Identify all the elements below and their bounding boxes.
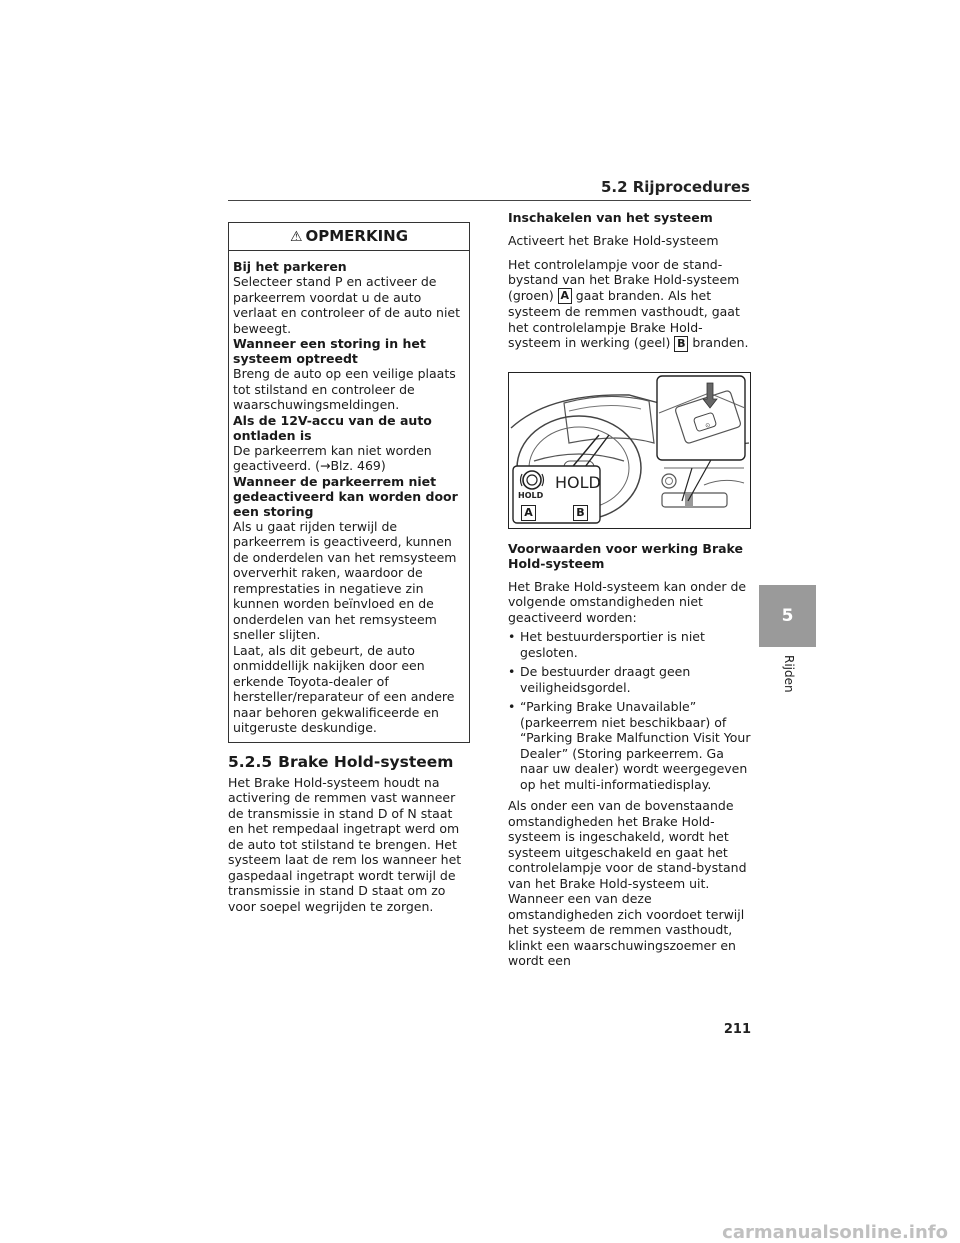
notice-text-brake-fault: Als u gaat rijden terwijl de parkeerrem is geactiveerd, kunnen de onderdelen van het remsysteem oververhit raken, waardoor de remprestaties in negatieve zin kunnen worden beïnvloed en de onderdelen van het remsysteem sneller slijten. [233,518,457,642]
list-item: • Het bestuurdersportier is niet gesloten. [508,629,751,660]
enable-heading: Inschakelen van het systeem [508,210,713,225]
figure-label-a: A [521,505,536,521]
list-item: • De bestuurder draagt geen veiligheidsgordel. [508,664,751,695]
conditions-intro: Het Brake Hold-systeem kan onder de volgende omstandigheden niet geactiveerd worden: [508,578,747,625]
notice-heading-malfunction: Wanneer een storing in het systeem optreedt [233,336,426,366]
indicator-text-2: gaat branden. Als het systeem de remmen vasthoudt, gaat het controlelampje Brake Hold-systeem in werking (geel) [508,287,740,350]
section-title: Brake Hold-systeem [278,752,454,771]
ref-b-badge: B [674,336,688,352]
chapter-tab: 5 [759,585,816,647]
section-number: 5.2.5 [228,752,273,771]
section-intro: Het Brake Hold-systeem houdt na activering de remmen vast wanneer de transmissie in stand D of N staat en het rempedaal ingetrapt werd om de auto tot stilstand te brengen. Het systeem laat de rem los wanneer het gaspedaal ingetrapt wordt terwijl de transmissie in stand D staat om zo voor soepel wegrijden te zorgen. [228,774,462,914]
notice-text-dealer: Laat, als dit gebeurt, de auto onmiddellijk nakijken door een erkende Toyota-dealer of hersteller/reparateur of een andere naar behoren gekwalificeerde en uitgeruste deskundige. [233,642,455,735]
hold-icon-label: HOLD [518,490,544,500]
conditions-list [508,629,751,792]
watermark: carmanualsonline.info [722,1222,948,1243]
notice-text-malfunction: Breng de auto op een veilige plaats tot stilstand en controleer de waarschuwingsmeldingen. [233,366,456,412]
dashboard-illustration [509,373,750,528]
left-column [228,222,470,914]
chapter-label: Rijden [782,655,796,693]
notice-box [228,222,470,743]
page-section-title: 5.2 Rijprocedures [600,178,750,196]
notice-heading-parking: Bij het parkeren [233,259,347,274]
closing-text: Als onder een van de bovenstaande omstandigheden het Brake Hold-systeem is ingeschakeld, wordt het systeem uitgeschakeld en gaat het controlelampje voor de stand-bystand van het Brake Hold-systeem uit. Wanneer een van deze omstandigheden zich voordoet terwijl het systeem de remmen vasthoudt, klinkt een waarschuwingszoemer en wordt een [508,798,747,968]
indicator-text-3: branden. [692,335,749,350]
page-number: 211 [723,1022,751,1037]
ref-a-badge: A [558,288,572,304]
enable-text: Activeert het Brake Hold-systeem [508,233,719,248]
notice-text-battery: De parkeerrem kan niet worden geactiveerd. (→Blz. 469) [233,442,432,473]
figure-label-b: B [573,505,588,521]
notice-header [229,223,469,251]
brake-hold-figure [508,372,751,529]
header-divider [228,200,751,201]
notice-text-parking: Selecteer stand P en activeer de parkeerrem voordat u de auto verlaat en controleer of de auto niet beweegt. [233,274,461,336]
conditions-heading: Voorwaarden voor werking Brake Hold-systeem [508,540,743,571]
warning-icon: ⚠ [289,229,303,245]
notice-title: OPMERKING [305,227,409,245]
section-heading [228,753,470,771]
svg-text:⊙: ⊙ [704,421,712,430]
indicator-paragraph [508,257,751,352]
hold-text-label: HOLD [555,472,601,492]
indicator-text-1: Het controlelampje voor de stand-bystand van het Brake Hold-systeem (groen) [508,256,740,303]
notice-heading-battery: Als de 12V-accu van de auto ontladen is [233,412,432,443]
notice-heading-brake-fault: Wanneer de parkeerrem niet gedeactiveerd kan worden door een storing [233,473,458,519]
right-column [508,210,751,969]
list-item: • “Parking Brake Unavailable” (parkeerrem niet beschikbaar) of “Parking Brake Malfunction Visit Your Dealer” (Storing parkeerrem. Ga naar uw dealer) wordt weergegeven op het multi-informatiedisplay. [508,699,751,792]
